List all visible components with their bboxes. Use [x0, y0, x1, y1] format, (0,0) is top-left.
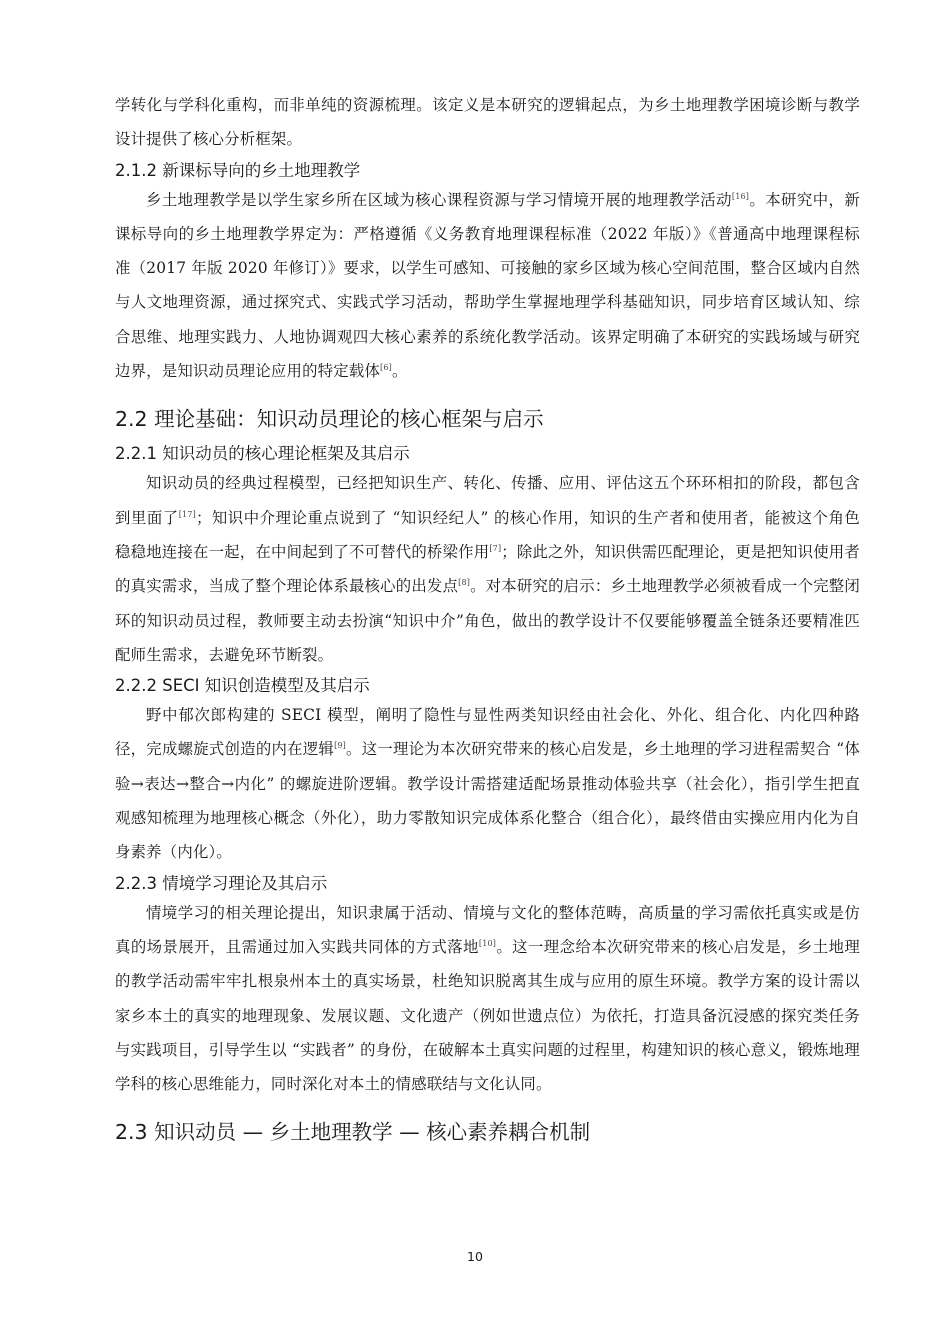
subsection-heading: 2.2.1 知识动员的核心理论框架及其启示: [115, 444, 410, 464]
citation-marker: [10]: [478, 938, 497, 948]
citation-marker: [17]: [178, 509, 196, 519]
citation-marker: [8]: [458, 578, 471, 588]
subsection-heading: 2.2.2 SECI 知识创造模型及其启示: [115, 676, 370, 696]
paragraph-text: 。: [391, 362, 408, 381]
subsection-heading: 2.1.2 新课标导向的乡土地理教学: [115, 160, 361, 180]
paragraph-text: 。这一理念给本次研究带来的核心启发是，乡土地理的教学活动需牢牢扎根泉州本土的真实场景，杜绝知识脱离其生成与应用的原生环境。教学方案的设计需以家乡本土的真实的地理现象、发展议题、文化遗产（例如世遗点位）为依托，打造具备沉浸感的探究类任务与实践项目，引导学生以 “实践者” 的身份，在破解本土真实问题的过程里，构建知识的核心意义，锻炼地理学科的核心思维能力，同时深化对本土的情感联结与文化认同。: [115, 937, 860, 1094]
paragraph-text: 。对本研究的启示：乡土地理教学必须被看成一个完整闭环的知识动员过程，教师要主动去扮演“知识中介”角色，做出的教学设计不仅要能够覆盖全链条还要精准匹配师生需求，去避免环节断裂。: [115, 577, 860, 664]
paragraph-text: 乡土地理教学是以学生家乡所在区域为核心课程资源与学习情境开展的地理教学活动: [146, 190, 732, 209]
subsection-heading: 2.2.3 情境学习理论及其启示: [115, 873, 328, 893]
paragraph-text: 。本研究中，新课标导向的乡土地理教学界定为：严格遵循《义务教育地理课程标准（2022 年版）》《普通高中地理课程标准（2017 年版 2020 年修订）》要求，以学生可感知、可接触的家乡区域为核心空间范围，整合区域内自然与人文地理资源，通过探究式、实践式学习活动，帮助学生掌握地理学科基础知识，同步培育区域认知、综合思维、地理实践力、人地协调观四大核心素养的系统化教学活动。该界定明确了本研究的实践场域与研究边界，是知识动员理论应用的特定载体: [115, 190, 860, 381]
paragraph-text: 野中郁次郎构建的 SECI 模型，阐明了隐性与显性两类知识经由社会化、外化、组合化、内化四种路径，完成螺旋式创造的内在逻辑: [115, 706, 860, 759]
citation-marker: [6]: [380, 363, 392, 373]
paragraph-text: ；知识中介理论重点说到了 “知识经纪人” 的核心作用，知识的生产者和使用者，能被这个角色稳稳地连接在一起，在中间起到了不可替代的桥梁作用: [115, 508, 860, 561]
paragraph-text: 。这一理论为本次研究带来的核心启发是，乡土地理的学习进程需契合 “体验→表达→整合→内化” 的螺旋进阶逻辑。教学设计需搭建适配场景推动体验共享（社会化），指引学生把直观感知梳理为地理核心概念（外化），助力零散知识完成体系化整合（组合化），最终借由实操应用内化为自身素养（内化）。: [115, 740, 860, 862]
paragraph-text: 学转化与学科化重构，而非单纯的资源梳理。该定义是本研究的逻辑起点，为乡土地理教学困境诊断与教学设计提供了核心分析框架。: [115, 96, 860, 149]
page-number: 10: [467, 1249, 483, 1264]
body-paragraph: [115, 88, 860, 157]
body-paragraph: [115, 896, 860, 1102]
body-paragraph: [115, 183, 860, 389]
body-paragraph: [115, 466, 860, 672]
section-heading: 2.2 理论基础：知识动员理论的核心框架与启示: [115, 407, 544, 432]
body-paragraph: [115, 698, 860, 869]
citation-marker: [9]: [334, 741, 346, 751]
paragraph-text: 知识动员的经典过程模型，已经把知识生产、转化、传播、应用、评估这五个环环相扣的阶段，都包含到里面了: [115, 474, 860, 527]
paragraph-text: 情境学习的相关理论提出，知识隶属于活动、情境与文化的整体范畴，高质量的学习需依托真实或是仿真的场景展开，且需通过加入实践共同体的方式落地: [115, 903, 860, 956]
paragraph-text: ；除此之外，知识供需匹配理论，更是把知识使用者的真实需求，当成了整个理论体系最核心的出发点: [115, 542, 860, 596]
citation-marker: [7]: [489, 543, 502, 553]
citation-marker: [16]: [731, 191, 750, 201]
section-heading: 2.3 知识动员 — 乡土地理教学 — 核心素养耦合机制: [115, 1120, 591, 1145]
page-body: [115, 88, 860, 1153]
